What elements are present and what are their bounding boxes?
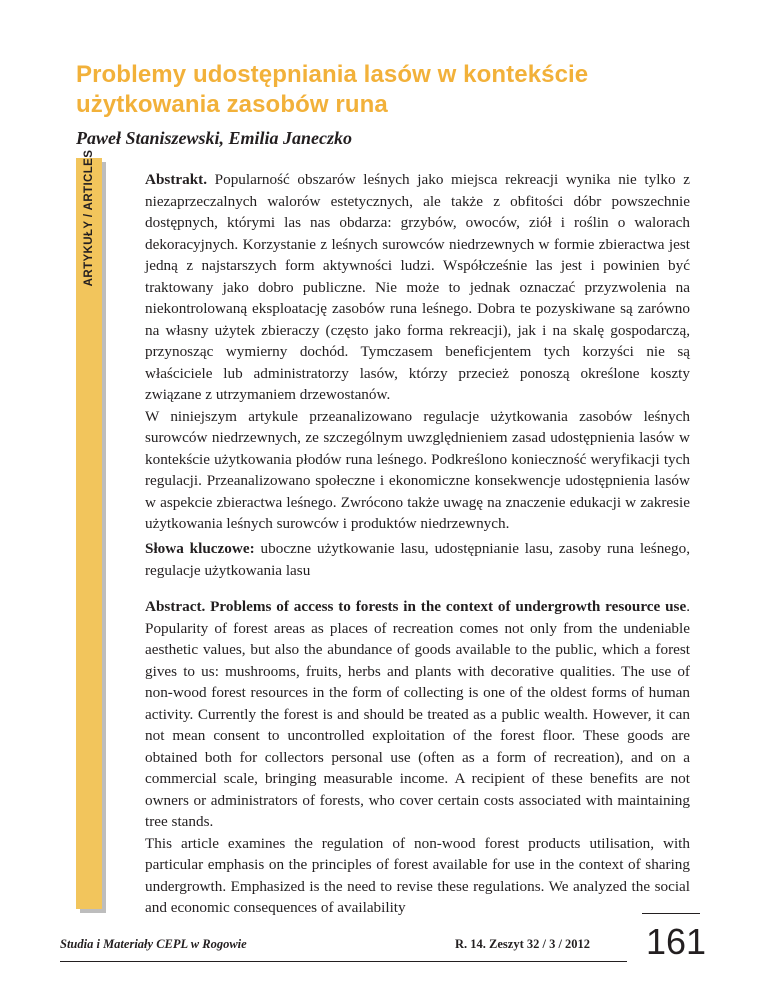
page-number: 161: [646, 921, 707, 962]
abstract-en-paragraph-1: [145, 596, 690, 833]
page-number-rule: [642, 913, 700, 914]
keywords-pl: [145, 538, 690, 581]
abstract-en-label: Abstract. Problems of access to forests in the context of undergrowth resource use: [145, 598, 687, 615]
section-label: ARTYKUŁY / ARTICLES: [83, 149, 95, 287]
abstract-en-paragraph-2: [145, 833, 690, 919]
article-authors: Paweł Staniszewski, Emilia Janeczko: [76, 128, 353, 148]
issue-info: R. 14. Zeszyt 32 / 3 / 2012: [455, 937, 591, 951]
abstract-en: [145, 596, 690, 919]
abstract-pl: [145, 169, 690, 535]
abstract-en-text-2: This article examines the regulation of non-wood forest products utilisation, with particular emphasis on the principles of forest available for use in the context of sharing undergrowth. Emphasized is the need to revise these regulations. We analyzed the social and economic consequences of availability: [145, 834, 690, 916]
abstract-pl-text-1: Popularność obszarów leśnych jako miejsca rekreacji wynika nie tylko z niezaprzeczalnych walorów estetycznych, ale także z obfitości dóbr powszechnie dostępnych, którymi las nas obdarza: grzybów, owoców, ziół i roślin o walorach dekoracyjnych. Korzystanie z leśnych surowców niedrzewnych w formie zbieractwa jest jedną z najstarszych form aktywności ludzi. Współcześnie las jest i powinien być traktowany jako dobro publiczne. Nie może to jednak oznaczać przyzwolenia na niekontrolowaną eksploatację zasobów runa leśnego. Dobra te pozyskiwane są zarówno na własny użytek zbieraczy (często jako forma rekreacji), jak i na skalę gospodarczą, przynosząc wymierny dochód. Tymczasem beneficjentem tych korzyści nie są właściciele lub administratorzy lasów, którzy przecież ponoszą określone koszty związane z utrzymaniem drzewostanów.: [145, 171, 690, 403]
abstract-pl-paragraph-2: [145, 406, 690, 535]
footer-rule: [60, 961, 627, 962]
journal-name: Studia i Materiały CEPL w Rogowie: [60, 937, 247, 951]
keywords-pl-paragraph: [145, 538, 690, 581]
abstract-pl-label: Abstrakt.: [145, 171, 208, 188]
keywords-pl-text: uboczne użytkowanie lasu, udostępnianie lasu, zasoby runa leśnego, regulacje użytkowania lasu: [145, 540, 691, 579]
abstract-pl-text-2: W niniejszym artykule przeanalizowano regulacje użytkowania zasobów leśnych surowców niedrzewnych, ze szczególnym uwzględnieniem zasad udostępnienia lasów w kontekście użytkowania płodów runa leśnego. Podkreślono konieczność weryfikacji tych regulacji. Przeanalizowano społeczne i ekonomiczne konsekwencje udostępnienia lasów w aspekcie zbieractwa leśnego. Zwrócono także uwagę na znaczenie edukacji w zakresie użytkowania leśnych surowców i produktów niedrzewnych.: [145, 407, 690, 532]
abstract-pl-paragraph-1: [145, 169, 690, 406]
article-title: Problemy udostępniania lasów w kontekście użytkowania zasobów runa: [76, 61, 589, 118]
keywords-pl-label: Słowa kluczowe:: [145, 540, 255, 557]
abstract-en-text-1: . Popularity of forest areas as places of recreation comes not only from the undeniable aesthetic values, but also the abundance of goods available to the public, which a forest gives to us: mushrooms, fruits, herbs and plants with decorative qualities. The use of non-wood forest resources in the form of collecting is one of the oldest forms of human activity. Currently the forest is and should be treated as a public wealth. However, it can not mean consent to uncontrolled exploitation of the forest floor. These goods are obtained both for collectors personal use (often as a form of recreation), and on a commercial scale, bringing measurable income. A recipient of these benefits are not owners or administrators of forests, who cover certain costs associated with maintaining tree stands.: [145, 598, 690, 830]
